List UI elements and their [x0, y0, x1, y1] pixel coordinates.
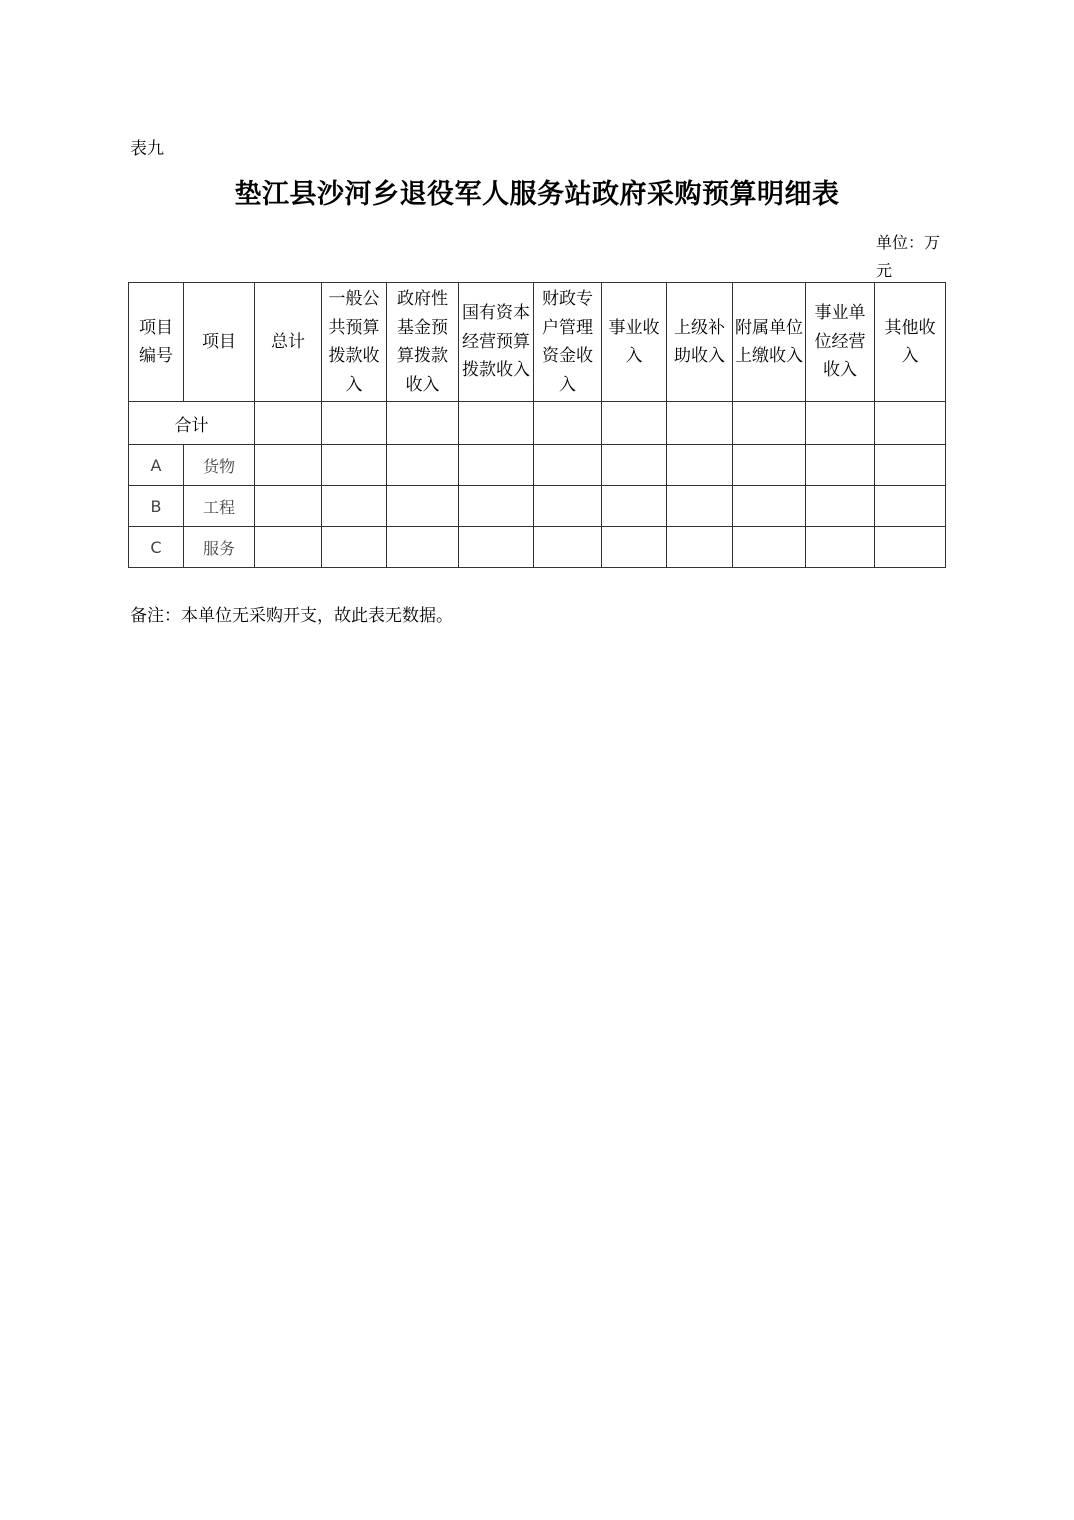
- table-row: [129, 486, 946, 527]
- item-name: 服务: [184, 527, 255, 568]
- header-cell: 国有资本经营预算拨款收入: [459, 283, 534, 402]
- item-code: C: [129, 527, 184, 568]
- table-row: [129, 527, 946, 568]
- table-row: [129, 445, 946, 486]
- item-code: A: [129, 445, 184, 486]
- header-cell: 政府性基金预算拨款收入: [387, 283, 459, 402]
- procurement-budget-table: [128, 282, 946, 568]
- header-cell: 一般公共预算拨款收入: [322, 283, 387, 402]
- header-cell: 事业单位经营收入: [806, 283, 875, 402]
- item-name: 货物: [184, 445, 255, 486]
- total-row: [129, 402, 946, 445]
- page-title: 垫江县沙河乡退役军人服务站政府采购预算明细表: [234, 179, 840, 210]
- total-label: 合计: [129, 402, 255, 445]
- header-cell: 项目编号: [129, 283, 184, 402]
- header-cell: 其他收入: [875, 283, 946, 402]
- header-cell: 总计: [255, 283, 322, 402]
- header-cell: 项目: [184, 283, 255, 402]
- header-row: [129, 283, 946, 402]
- table-label: 表九: [130, 139, 164, 159]
- footnote: 备注：本单位无采购开支，故此表无数据。: [130, 606, 453, 626]
- unit-label: 单位：万元: [876, 233, 941, 280]
- item-code: B: [129, 486, 184, 527]
- header-cell: 附属单位上缴收入: [733, 283, 806, 402]
- item-name: 工程: [184, 486, 255, 527]
- header-cell: 上级补助收入: [667, 283, 733, 402]
- header-cell: 事业收入: [602, 283, 667, 402]
- header-cell: 财政专户管理资金收入: [534, 283, 602, 402]
